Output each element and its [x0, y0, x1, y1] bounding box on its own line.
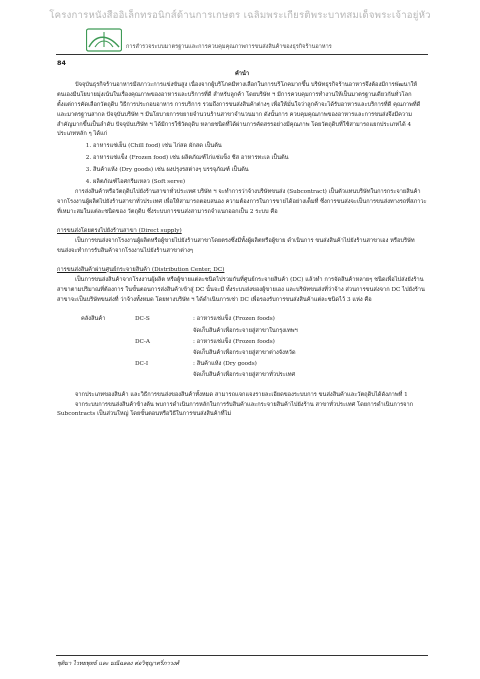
dc-code: DC-I: [135, 361, 149, 368]
dc-code: DC-A: [135, 338, 150, 345]
header-title: โครงการหนังสืออิเล็กทรอนิกส์ด้านการเกษตร เฉลิมพระเกียรติพระบาทสมเด็จพระเจ้าอยู่หัว: [49, 10, 431, 21]
list-item: 1. อาหารแช่เย็น (Chill food) เช่น ไก่สด ผักสด เป็นต้น: [93, 140, 427, 152]
closing-paragraph: จากประเภทของสินค้า และวิธีการขนส่งของสินค้าทั้งหมด สามารถแจกแจงรายละเอียดของระบบการ ขนส่งสินค้าและวัตถุดิบได้ดังภาพที่ 1: [75, 391, 408, 398]
dc-code: DC-S: [135, 316, 150, 323]
dc-paragraph: เป็นการขนส่งสินค้าจากโรงงานผู้ผลิต หรือผู้ขายแต่ละชนิดไปรวมกันที่ศูนย์กระจายสินค้า (DC) แล้วทำ การจัดสินค้าหลายๆ ชนิดเพื่อไปส่งยังร้านสาขาตามปริมาณที่ต้องการ ในขั้นตอนการส่งสินค้าเข้าสู่ DC นั้นจะมี ทั้งระบบส่งของผู้ขายเอง และบริษัทขนส่งที่ว่าจ้าง ส่วนการขนส่งจาก DC ไปยังร้านสาขาจะเป็นบริษัทขนส่งที่ ว่าจ้างทั้งหมด โดยทางบริษัท ฯ ได้ดำเนินการเช่า DC เพื่อรองรับการขนส่งสินค้าแต่ละชนิดไว้ 3 แห่ง คือ: [57, 276, 425, 303]
footer-authors: ชุติมา ไวทยพุทธ์ และ มณีฉลอง ต่อวิชุญาตรี่ภาวงศ์: [57, 661, 180, 667]
dc-description-detail: จัดเก็บสินค้าเพื่อกระจายสู่สาขาต่างจังหวัด: [193, 350, 296, 357]
direct-supply-paragraph: เป็นการขนส่งจากโรงงานผู้ผลิตหรือผู้ขายไปยังร้านสาขาโดยตรงซึ่งมีทั้งผู้ผลิตหรือผู้ขาย ดำเนินการ ขนส่งสินค้าไปยังร้านสาขาเอง หรือบริษัทขนส่งจะทำการรับสินค้าจากโรงงานไปยังร้านสาขาต่างๆ: [57, 237, 415, 254]
table-row: [81, 370, 298, 381]
intro-title: คำนำ: [234, 71, 250, 77]
direct-supply-heading: การขนส่งโดยตรงไปยังร้านสาขา (Direct supply): [57, 228, 182, 235]
table-row: [81, 337, 298, 348]
intro-paragraph: ปัจจุบันธุรกิจร้านอาหารมีสภาวะการแข่งขันสูง เนื่องจากผู้บริโภคมีทางเลือกในการบริโภคมากขึ้น บริษัทธุรกิจร้านอาหารจึงต้องมีการพัฒนาให้ตนเองมีนโยบายมุ่งเน้นในเรื่องคุณภาพของอาหารและบริการที่ดี สำหรับลูกค้า โดยบริษัท ฯ มีการควบคุมการทำงานให้เป็นมาตรฐานเดียวกันทั่วโลก ตั้งแต่การคัดเลือกวัตถุดิบ วิธีการประกอบอาหาร การบริการ รวมถึงการขนส่งสินค้าต่างๆ เพื่อให้มั่นใจว่าลูกค้าจะได้รับอาหารและบริการที่ดี คุณภาพที่ดี และมาตรฐานสากล ปัจจุบันบริษัท ฯ มีนโยบายการขยายจำนวนร้านสาขาจำนวนมาก ดังนั้นการ ควบคุมคุณภาพของอาหารและการขนส่งจึงมีความสำคัญมากขึ้นเป็นลำดับ ปัจจุบันบริษัท ฯ ได้มีการใช้วัตถุดิบ หลายชนิดที่ได้ผ่านการคัดสรรอย่างมีคุณภาพ โดยวัตถุดิบที่ใช้สามารถแยกประเภทได้ 4 ประเภทหลัก ๆ ได้แก่: [57, 81, 421, 138]
page-number: 84: [57, 59, 66, 67]
footer-divider: [56, 655, 428, 656]
dc-table: [81, 314, 298, 381]
closing-paragraph: จากระบบการขนส่งสินค้าข้างต้น พบการดำเนินการหลักในการรับสินค้าและกระจายสินค้าไปยังร้าน สาขาทั่วประเทศ โดยการดำเนินการจาก Subcontracts เป็นส่วนใหญ่ โดยขั้นตอนหรือวิธีในการขนส่งสินค้าที่ไม่: [57, 401, 414, 418]
table-row: [81, 348, 298, 359]
dc-description: : อาหารแช่แข็ง (Frozen foods): [193, 338, 275, 345]
list-item: 3. สินค้าแห้ง (Dry goods) เช่น ผงปรุงรสต่างๆ บรรจุภัณฑ์ เป็นต้น: [93, 164, 427, 176]
organization-logo: [86, 28, 122, 52]
product-type-list: [57, 140, 427, 188]
header-divider: [56, 54, 428, 55]
table-row: [81, 359, 298, 370]
dc-description-detail: จัดเก็บสินค้าเพื่อกระจายสู่สาขาทั่วประเทศ: [193, 372, 296, 379]
list-item: 2. อาหารแช่แข็ง (Frozen food) เช่น ผลิตภัณฑ์ไก่แช่แข็ง ชีส อาหารทะเล เป็นต้น: [93, 152, 427, 164]
transport-paragraph: การส่งสินค้าหรือวัตถุดิบไปยังร้านสาขาทั่วประเทศ บริษัท ฯ จะทำการว่าจ้างบริษัทขนส่ง (Subcontract) เป็นตัวแทนบริษัทในการกระจายสินค้าจากโรงงานผู้ผลิตไปยังร้านสาขาทั่วประเทศ เพื่อให้สามารถตอบสนอง ความต้องการในการขายได้อย่างเต็มที่ ซึ่งการขนส่งจะเป็นการขนส่งทางรถที่สภาวะที่เหมาะสมในแต่ละชนิดของ วัตถุดิบ ซึ่งระบบการขนส่งสามารถจำแนกออกเป็น 2 ระบบ คือ: [57, 189, 427, 216]
dc-description: : สินค้าแห้ง (Dry goods): [193, 361, 257, 368]
dc-description-detail: จัดเก็บสินค้าเพื่อกระจายสู่สาขาในกรุงเทพฯ: [193, 327, 298, 334]
list-item: 4. ผลิตภัณฑ์ไอศกรีมเหลว (Soft serve): [93, 176, 427, 188]
dc-heading: การขนส่งสินค้าผ่านศูนย์กระจายสินค้า (Distribution Center, DC): [57, 266, 225, 273]
table-row: [81, 314, 298, 325]
warehouse-label: คลังสินค้า: [81, 316, 106, 323]
table-row: [81, 326, 298, 337]
document-body: [57, 70, 427, 420]
dc-description: : อาหารแช่แข็ง (Frozen foods): [193, 316, 275, 323]
document-subtitle: การสำรวจระบบมาตรฐานและการควบคุมคุณภาพการขนส่งสินค้าของธุรกิจร้านอาหาร: [126, 44, 332, 50]
